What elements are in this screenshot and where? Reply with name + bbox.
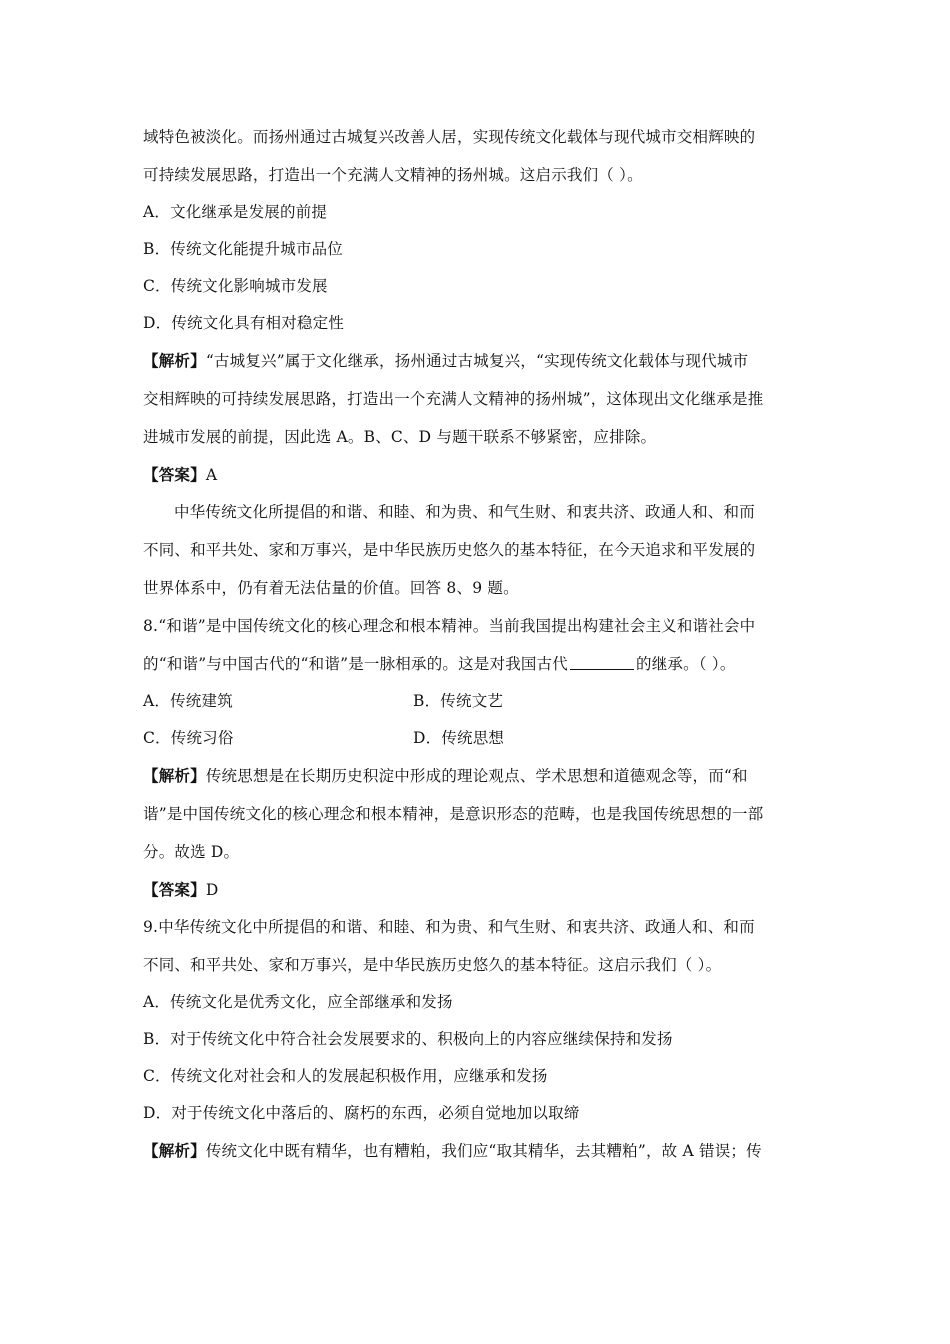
passage-line: 中华传统文化所提倡的和谐、和睦、和为贵、和气生财、和衷共济、政通人和、和而 bbox=[174, 503, 755, 521]
q7-analysis-line: 进城市发展的前提，因此选 A。B、C、D 与题干联系不够紧密，应排除。 bbox=[143, 428, 657, 446]
q8-stem-text: 的“和谐”与中国古代的“和谐”是一脉相承的。这是对我国古代 bbox=[143, 655, 568, 673]
q8-stem-line: 8.“和谐”是中国传统文化的核心理念和根本精神。当前我国提出构建社会主义和谐社会中 bbox=[143, 617, 756, 635]
q7-option-a: A．文化继承是发展的前提 bbox=[143, 203, 328, 221]
q8-stem-line bbox=[143, 645, 811, 683]
q9-analysis-line bbox=[143, 1132, 811, 1170]
q9-option-d: D．对于传统文化中落后的、腐朽的东西，必须自觉地加以取缔 bbox=[143, 1104, 580, 1122]
q8-stem-text: 的继承。（ ）。 bbox=[636, 655, 736, 673]
analysis-text: “古城复兴”属于文化继承，扬州通过古城复兴，“实现传统文化载体与现代城市 bbox=[205, 352, 749, 370]
q7-stem-line: 域特色被淡化。而扬州通过古城复兴改善人居，实现传统文化载体与现代城市交相辉映的 bbox=[143, 128, 756, 146]
analysis-label: 【解析】 bbox=[143, 1141, 206, 1160]
q8-option-d: D．传统思想 bbox=[413, 729, 505, 747]
q7-analysis-line bbox=[143, 342, 811, 380]
q8-option-a: A．传统建筑 bbox=[143, 692, 233, 710]
passage-line: 世界体系中，仍有着无法估量的价值。回答 8、9 题。 bbox=[143, 579, 519, 597]
analysis-text: 传统思想是在长期历史积淀中形成的理论观点、学术思想和道德观念等，而“和 bbox=[205, 767, 748, 785]
q7-analysis-line: 交相辉映的可持续发展思路，打造出一个充满人文精神的扬州城”，这体现出文化继承是推 bbox=[143, 390, 764, 408]
answer-label: 【答案】 bbox=[143, 465, 206, 484]
fill-in-blank bbox=[570, 655, 634, 670]
q8-option-c: C．传统习俗 bbox=[143, 729, 234, 747]
analysis-text: 传统文化中既有精华，也有糟粕，我们应“取其精华，去其糟粕”，故 A 错误；传 bbox=[205, 1142, 762, 1160]
q8-option-b: B．传统文艺 bbox=[413, 692, 504, 710]
answer-value: D bbox=[205, 881, 219, 899]
q9-option-a: A．传统文化是优秀文化，应全部继承和发扬 bbox=[143, 993, 453, 1011]
answer-value: A bbox=[205, 466, 218, 484]
passage-line: 不同、和平共处、家和万事兴，是中华民族历史悠久的基本特征，在今天追求和平发展的 bbox=[143, 541, 756, 559]
analysis-label: 【解析】 bbox=[143, 766, 206, 785]
q8-analysis-line: 谐”是中国传统文化的核心理念和根本精神，是意识形态的范畴，也是我国传统思想的一部 bbox=[143, 805, 764, 823]
q8-analysis-line: 分。故选 D。 bbox=[143, 843, 240, 861]
q7-answer bbox=[143, 456, 811, 493]
q8-options-row bbox=[143, 720, 811, 757]
q8-answer bbox=[143, 871, 811, 908]
analysis-label: 【解析】 bbox=[143, 351, 206, 370]
document-page bbox=[143, 118, 811, 1170]
q7-stem-line: 可持续发展思路，打造出一个充满人文精神的扬州城。这启示我们（ ）。 bbox=[143, 166, 643, 184]
q7-option-c: C．传统文化影响城市发展 bbox=[143, 277, 328, 295]
q9-option-b: B．对于传统文化中符合社会发展要求的、积极向上的内容应继续保持和发扬 bbox=[143, 1030, 673, 1048]
q7-option-b: B．传统文化能提升城市品位 bbox=[143, 240, 343, 258]
answer-label: 【答案】 bbox=[143, 880, 206, 899]
q9-stem-line: 9.中华传统文化中所提倡的和谐、和睦、和为贵、和气生财、和衷共济、政通人和、和而 bbox=[143, 918, 755, 936]
q9-stem-line: 不同、和平共处、家和万事兴，是中华民族历史悠久的基本特征。这启示我们（ ）。 bbox=[143, 956, 722, 974]
q9-option-c: C．传统文化对社会和人的发展起积极作用，应继承和发扬 bbox=[143, 1067, 548, 1085]
q7-option-d: D．传统文化具有相对稳定性 bbox=[143, 314, 345, 332]
q8-analysis-line bbox=[143, 757, 811, 795]
q8-options-row bbox=[143, 683, 811, 720]
